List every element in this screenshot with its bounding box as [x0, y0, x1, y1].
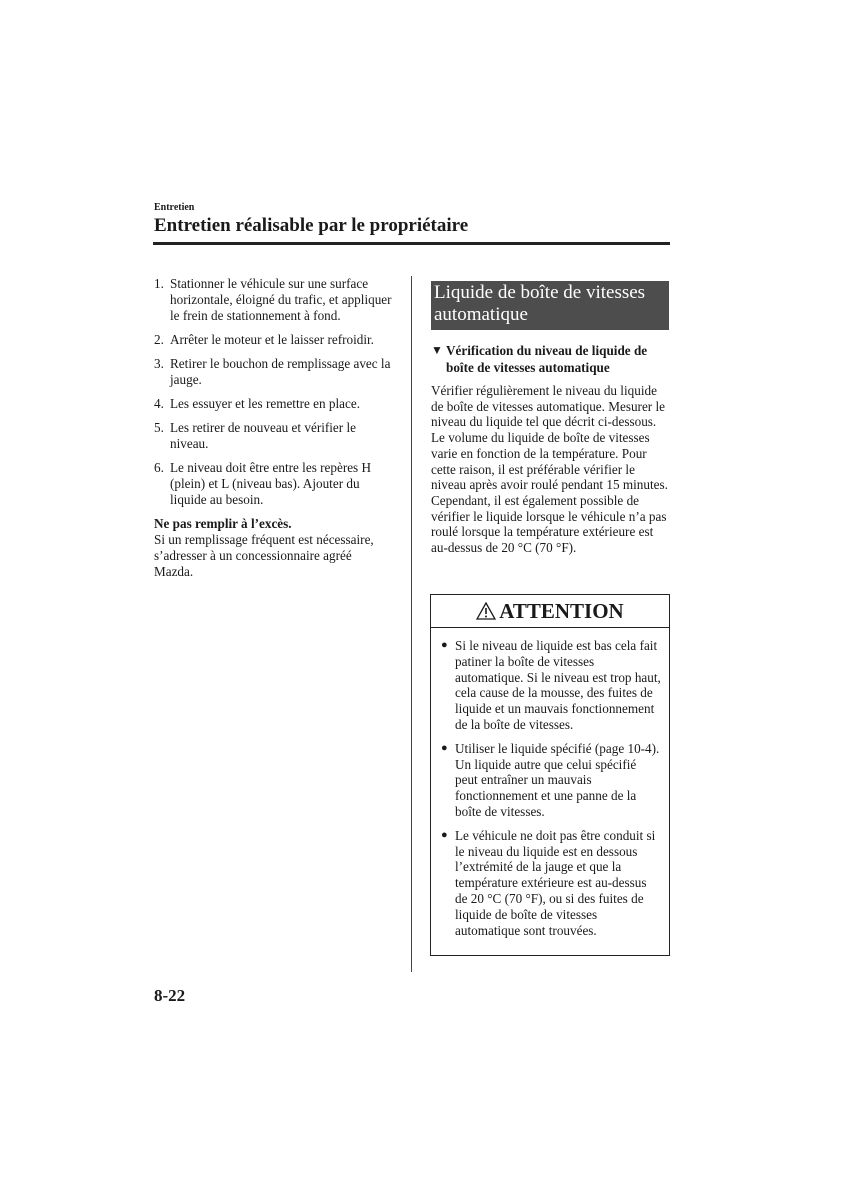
- step-number: 4.: [154, 396, 164, 411]
- title-rule: [153, 242, 670, 245]
- step-number: 6.: [154, 460, 164, 475]
- page-number: 8-22: [154, 986, 186, 1005]
- attention-title: ATTENTION: [499, 598, 624, 623]
- step-text: Les retirer de nouveau et vérifier le niveau.: [170, 420, 356, 451]
- attention-item-text: Le véhicule ne doit pas être conduit si le niveau du liquide est en dessous l’extrémité de la jauge et que la température extérieure est au-dessus de 20 °C (70 °F), ou si des fuites de liquide de boîte de vitesses automatique sont trouvées.: [455, 827, 656, 938]
- triangle-down-icon: ▼: [431, 343, 443, 357]
- list-item: [154, 356, 394, 388]
- section-heading: Liquide de boîte de vitesses automatique: [431, 281, 669, 330]
- list-item: [154, 276, 394, 324]
- step-number: 5.: [154, 420, 164, 435]
- list-item: [154, 396, 394, 412]
- list-item: [154, 460, 394, 508]
- step-number: 2.: [154, 332, 164, 347]
- list-item: [439, 638, 661, 733]
- step-text: Retirer le bouchon de remplissage avec la jauge.: [170, 356, 391, 387]
- list-item: [154, 420, 394, 452]
- body-paragraph-2: Le volume du liquide de boîte de vitesses varie en fonction de la température. Pour cette raison, il est préférable vérifier le niveau après avoir roulé pendant 15 minutes. Cependant, il est également possible de vérifier le liquide lorsque le véhicule n’a pas roulé lorsque la température extérieure est au-dessus de 20 °C (70 °F).: [431, 430, 668, 556]
- body-paragraph-1: Vérifier régulièrement le niveau du liquide de boîte de vitesses automatique. Mesurer le niveau du liquide tel que décrit ci-dessous.: [431, 383, 666, 430]
- attention-header: [431, 595, 669, 628]
- bullet-icon: ●: [441, 828, 448, 841]
- warning-icon: [476, 602, 496, 620]
- attention-list: [431, 628, 669, 938]
- section-label: Entretien: [154, 202, 195, 213]
- step-text: Les essuyer et les remettre en place.: [170, 396, 361, 411]
- step-text: Stationner le véhicule sur une surface horizontale, éloigné du trafic, et appliquer le frein de stationnement à fond.: [170, 276, 392, 323]
- left-column: [154, 276, 394, 580]
- bullet-icon: ●: [441, 639, 448, 651]
- page-title: Entretien réalisable par le propriétaire: [154, 215, 469, 236]
- note-text: Si un remplissage fréquent est nécessaire, s’adresser à un concessionnaire agréé Mazda.: [154, 532, 374, 579]
- attention-item-text: Utiliser le liquide spécifié (page 10-4). Un liquide autre que celui spécifié peut entraîner un mauvais fonctionnement et une panne de la boîte de vitesses.: [455, 740, 660, 819]
- step-number: 3.: [154, 356, 164, 371]
- list-item: [439, 741, 661, 820]
- column-divider: [411, 276, 412, 972]
- steps-list: [154, 276, 394, 508]
- step-number: 1.: [154, 276, 164, 291]
- attention-item-text: Si le niveau de liquide est bas cela fait patiner la boîte de vitesses automatique. Si le niveau est trop haut, cela cause de la mousse, des fuites de liquide et un mauvais fonctionnement de la boîte de vitesses.: [455, 638, 661, 732]
- list-item: [154, 332, 394, 348]
- note-heading: Ne pas remplir à l’excès.: [154, 516, 292, 531]
- list-item: [439, 828, 661, 939]
- sub-heading: [431, 342, 671, 376]
- right-column: [431, 281, 671, 556]
- step-text: Le niveau doit être entre les repères H (plein) et L (niveau bas). Ajouter du liquide au besoin.: [170, 460, 372, 507]
- attention-box: [430, 594, 670, 956]
- sub-heading-text: Vérification du niveau de liquide de boîte de vitesses automatique: [446, 343, 648, 375]
- step-text: Arrêter le moteur et le laisser refroidir.: [170, 332, 374, 347]
- bullet-icon: ●: [441, 741, 448, 754]
